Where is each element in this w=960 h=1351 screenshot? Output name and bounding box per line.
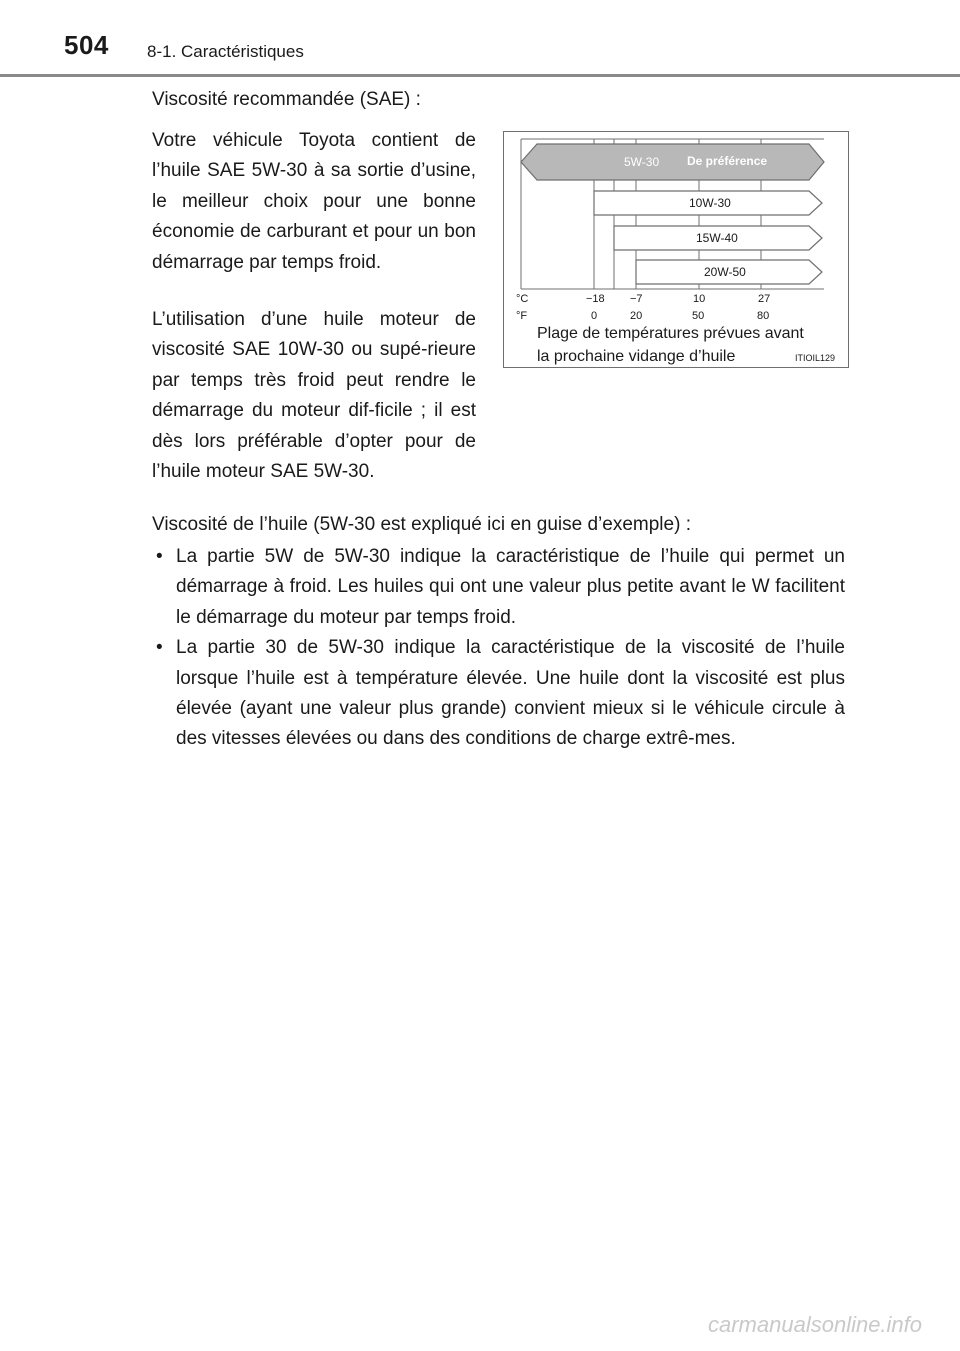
section-title: 8-1. Caractéristiques — [147, 42, 304, 61]
page-number: 504 — [64, 30, 109, 60]
diagram-caption-line2: la prochaine vidange d’huile — [537, 348, 736, 365]
preferred-label: De préférence — [687, 154, 768, 168]
diagram-caption-line1: Plage de températures prévues avant — [537, 325, 804, 342]
band-15w40-label: 15W-40 — [696, 231, 738, 245]
viscosity-explanation-heading: Viscosité de l’huile (5W-30 est expliqué ici en guise d’exemple) : — [152, 514, 691, 535]
bullet-text: La partie 30 de 5W-30 indique la caractéristique de la viscosité de l’huile lorsque l’huile est à température élevée. Une huile dont la viscosité est plus élevée (ayant une valeur plus grande) convient mieux si le véhicule circule à des vitesses élevées ou dans des conditions de charge extrê-mes. — [176, 637, 845, 750]
band-10w30-label: 10W-30 — [689, 196, 731, 210]
bullet-text: La partie 5W de 5W-30 indique la caractéristique de l’huile qui permet un démarrage à froid. Les huiles qui ont une valeur plus petite avant le W facilitent le démarrage du moteur par temps froid. — [176, 546, 845, 628]
fahrenheit-tick: 0 — [591, 310, 598, 322]
celsius-unit: °C — [516, 293, 529, 305]
fahrenheit-unit: °F — [516, 310, 528, 322]
cold-weather-paragraph: L’utilisation d’une huile moteur de viscosité SAE 10W-30 ou supé-rieure par temps très froid peut rendre le démarrage du moteur dif-ficile ; il est dès lors préférable d’opter pour de l’huile moteur SAE 5W-30. — [152, 309, 476, 483]
celsius-tick: 10 — [693, 293, 706, 305]
site-watermark[interactable]: carmanualsonline.info — [708, 1312, 923, 1337]
recommended-viscosity-heading: Viscosité recommandée (SAE) : — [152, 89, 421, 110]
band-5w30 — [521, 144, 824, 180]
fahrenheit-tick: 20 — [630, 310, 643, 322]
list-item — [152, 542, 845, 633]
oil-viscosity-diagram — [503, 131, 849, 368]
list-item — [152, 633, 845, 755]
bullet-dot: • — [156, 637, 163, 659]
celsius-tick: 27 — [758, 293, 771, 305]
viscosity-bullet-list — [152, 542, 845, 755]
diagram-code: ITIOIL129 — [795, 353, 836, 363]
fahrenheit-tick: 80 — [757, 310, 770, 322]
celsius-tick: −7 — [630, 293, 643, 305]
fahrenheit-tick: 50 — [692, 310, 705, 322]
band-20w50-label: 20W-50 — [704, 265, 746, 279]
celsius-tick: −18 — [586, 293, 605, 305]
oil-viscosity-chart — [504, 132, 850, 369]
factory-oil-paragraph: Votre véhicule Toyota contient de l’huile SAE 5W-30 à sa sortie d’usine, le meilleur choix pour une bonne économie de carburant et pour un bon démarrage par temps froid. — [152, 130, 476, 273]
band-5w30-label: 5W-30 — [624, 155, 660, 169]
header-rule — [0, 74, 960, 77]
page-header — [0, 0, 960, 80]
bullet-dot: • — [156, 546, 163, 567]
